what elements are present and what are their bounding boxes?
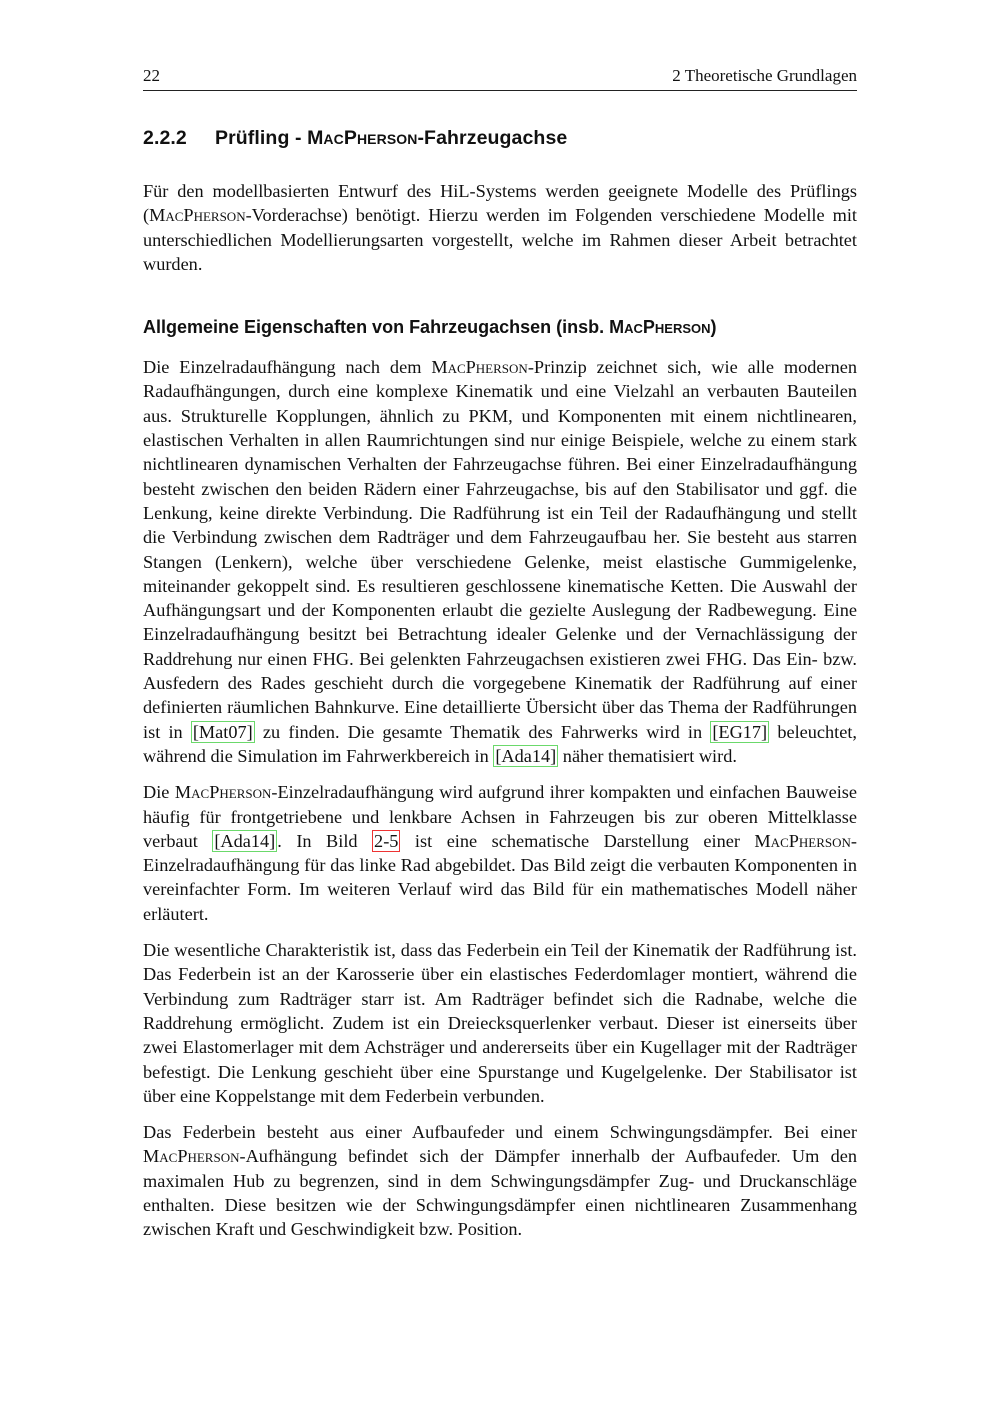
section-number: 2.2.2 bbox=[143, 127, 187, 149]
p4-name: MacPherson bbox=[143, 1146, 240, 1167]
intro-text-2: -Vorderachse) benötigt. Hierzu werden im Folgenden verschiedene Modelle mit unterschiedlichen Modellierungsarten vorgestellt, welche im Rahmen dieser Arbeit betrachtet wurden. bbox=[143, 205, 857, 274]
p2-text-4: ist eine schematische Darstellung einer bbox=[400, 830, 755, 851]
p2-text-1: Die bbox=[143, 782, 175, 803]
intro-name: MacPherson bbox=[149, 205, 246, 226]
citation-link-ada14[interactable]: [Ada14] bbox=[495, 745, 557, 766]
section-title-prefix: Prüfling - bbox=[215, 127, 308, 149]
p2-text-2: -Einzelradaufhängung wird aufgrund ihrer kompakten und einfachen Bauweise häufig für frontgetriebene und lenkbare Achsen in Fahrzeugen bis zur oberen Mittelklasse verbaut bbox=[143, 782, 858, 851]
p4-text-2: -Aufhängung befindet sich der Dämpfer innerhalb der Aufbaufeder. Um den maximalen Hub zu begrenzen, sind in dem Schwingungsdämpfer Zug- und Druckanschläge enthalten. Diese besitzen wie der Schwingungsdämpfer einen nichtlinearen Zusammenhang zwischen Kraft und Geschwindigkeit bzw. Position. bbox=[143, 1146, 857, 1240]
citation-link-ada14-2[interactable]: [Ada14] bbox=[214, 830, 276, 851]
paragraph-1 bbox=[143, 355, 857, 768]
paragraph-4 bbox=[143, 1120, 857, 1241]
subsection-title-prefix: Allgemeine Eigenschaften von Fahrzeugachsen (insb. bbox=[143, 317, 610, 338]
intro-paragraph bbox=[143, 179, 857, 276]
intro-text-1: Für den modellbasierten Entwurf des HiL-Systems werden geeignete Modelle des Prüflings ( bbox=[143, 181, 857, 226]
subsection-heading bbox=[143, 317, 857, 338]
p2-name-2: MacPherson bbox=[754, 830, 851, 851]
figure-ref-link[interactable]: 2-5 bbox=[374, 830, 399, 851]
paragraph-3: Die wesentliche Charakteristik ist, dass das Federbein ein Teil der Kinematik der Radführung ist. Das Federbein ist an der Karosserie über ein elastisches Federdomlager montiert, während die Verbindung zum Radträger starr ist. Am Radträger befindet sich die Radnabe, welche die Raddrehung ermöglicht. Zudem ist ein Dreiecksquerlenker verbaut. Dieser ist einerseits über zwei Elastomerlager mit dem Achsträger und andererseits über ein Kugellager mit der Radträger befestigt. Die Lenkung geschieht über eine Spurstange und Kugelgelenke. Der Stabilisator ist über eine Koppelstange mit dem Federbein verbunden. bbox=[143, 940, 857, 1106]
document-page bbox=[143, 66, 857, 1242]
running-header bbox=[143, 66, 857, 91]
p1-text-3: zu finden. Die gesamte Thematik des Fahrwerks wird in bbox=[254, 721, 711, 742]
section-title-name: MacPherson bbox=[307, 127, 418, 149]
p2-name-1: MacPherson bbox=[174, 782, 272, 803]
chapter-title: 2 Theoretische Grundlagen bbox=[672, 66, 857, 85]
section-title bbox=[215, 127, 567, 150]
subsection-title-suffix: ) bbox=[710, 317, 717, 338]
p1-text-1: Die Einzelradaufhängung nach dem bbox=[143, 357, 432, 378]
citation-link-eg17[interactable]: [EG17] bbox=[712, 721, 768, 742]
section-heading bbox=[143, 127, 857, 150]
paragraph-2 bbox=[143, 780, 857, 926]
p2-text-3: . In Bild bbox=[277, 830, 373, 851]
p1-text-2: -Prinzip zeichnet sich, wie alle modernen Radaufhängungen, durch eine komplexe Kinematik und eine Vielzahl an verbauten Bauteilen aus. Strukturelle Kopplungen, ähnlich zu PKM, und Komponenten mit einem nichtlinearen, elastischen Verhalten in allen Raumrichtungen sind nur einige Beispiele, welche zu einem stark nichtlinearen dynamischen Verhalten der Fahrzeugachse führen. Bei einer Einzelradaufhängung besteht zwischen den beiden Rädern einer Fahrzeugachse, bis auf den Stabilisator und ggf. die Lenkung, keine direkte Verbindung. Die Radführung ist ein Teil der Radaufhängung und stellt die Verbindung zwischen dem Radträger und dem Fahrzeugaufbau her. Sie besteht aus starren Stangen (Lenkern), welche über verschiedene Gelenke, meist elastische Gummigelenke, miteinander gekoppelt sind. Es resultieren geschlossene kinematische Ketten. Die Auswahl der Aufhängungsart und der Komponenten erlaubt die gezielte Auslegung der Radbewegung. Eine Einzelradaufhängung besitzt bei Betrachtung idealer Gelenke und der Vernachlässigung der Raddrehung nur einen FHG. Bei gelenkten Fahrzeugachsen existieren zwei FHG. Das Ein- bzw. Ausfedern des Rades geschieht durch die vorgegebene Kinematik der Radführung auf einer definierten räumlichen Bahnkurve. Eine detaillierte Übersicht über das Thema der Radführungen ist in bbox=[143, 357, 857, 742]
section-title-suffix: -Fahrzeugachse bbox=[417, 127, 568, 149]
p4-text-1: Das Federbein besteht aus einer Aufbaufeder und einem Schwingungsdämpfer. Bei einer bbox=[143, 1122, 857, 1143]
p2-text-5: -Einzelradaufhängung für das linke Rad abgebildet. Das Bild zeigt die verbauten Komponenten in vereinfachter Form. Im weiteren Verlauf wird das Bild für ein mathematisches Modell näher erläutert. bbox=[143, 830, 858, 924]
subsection-title-name: MacPherson bbox=[609, 317, 711, 338]
p1-text-5: näher thematisiert wird. bbox=[558, 745, 737, 766]
p1-name: MacPherson bbox=[431, 357, 528, 378]
page-number: 22 bbox=[143, 66, 160, 85]
citation-link-mat07[interactable]: [Mat07] bbox=[192, 721, 253, 742]
p1-text-4: beleuchtet, während die Simulation im Fahrwerkbereich in bbox=[143, 721, 858, 766]
